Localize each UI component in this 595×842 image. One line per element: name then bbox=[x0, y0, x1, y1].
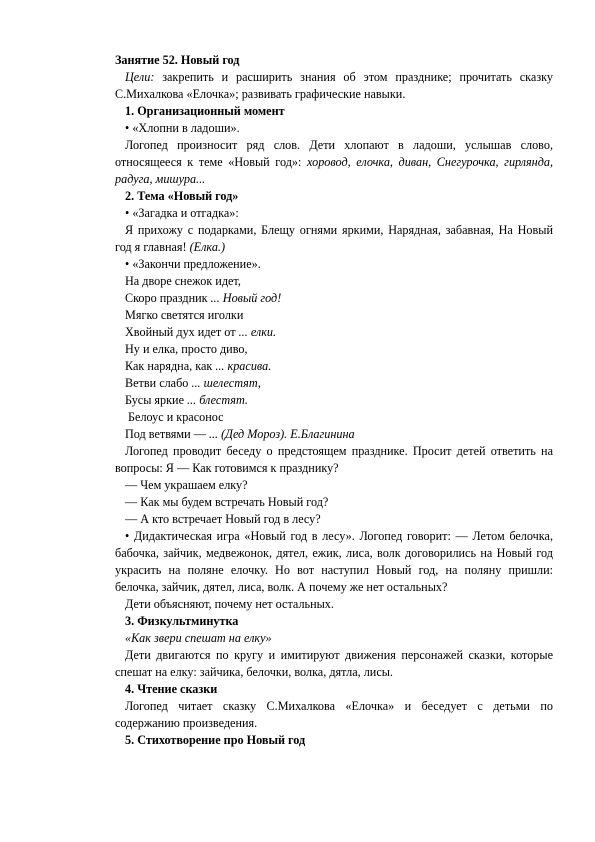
poem-line-start: Ветви слабо bbox=[125, 376, 192, 390]
poem-line-answer: ... блестят. bbox=[187, 393, 248, 407]
poem-line-start: Хвойный дух идет от bbox=[125, 325, 239, 339]
poem-line-start: Под ветвями — bbox=[125, 427, 209, 441]
clap-game-words: хоровод, елочка, диван, Снегурочка, гирлянда, радуга, мишура... bbox=[115, 155, 553, 186]
section-5-heading: 5. Стихотворение про Новый год bbox=[125, 733, 306, 747]
poem-line-start: Скоро праздник bbox=[125, 291, 211, 305]
riddle-answer: (Елка.) bbox=[189, 240, 226, 254]
poem-line-answer: ... шелестят, bbox=[191, 376, 261, 390]
poem-line: Ну и елка, просто диво, bbox=[125, 342, 248, 356]
poem bbox=[115, 273, 553, 443]
poem-line bbox=[115, 358, 553, 375]
goals-text: закрепить и расширить знания об этом празднике; прочитать сказку С.Михалкова «Елочка»; развивать графические навыки. bbox=[115, 70, 553, 101]
page-title: Занятие 52. Новый год bbox=[115, 53, 240, 67]
goals-paragraph bbox=[115, 69, 553, 103]
poem-line bbox=[115, 392, 553, 409]
talk-paragraph: Логопед проводит беседу о предстоящем празднике. Просит детей ответить на вопросы: Я — Как готовимся к празднику? bbox=[115, 444, 553, 475]
didactic-game-answer: Дети объясняют, почему нет остальных. bbox=[125, 597, 334, 611]
poem-line: Белоус и красонос bbox=[125, 410, 224, 424]
section-4-paragraph: Логопед читает сказку С.Михалкова «Елочка» и беседует с детьми по содержанию произведения. bbox=[115, 699, 553, 730]
question-item: — А кто встречает Новый год в лесу? bbox=[125, 512, 321, 526]
poem-line-answer: ... красива. bbox=[215, 359, 272, 373]
didactic-game-paragraph: • Дидактическая игра «Новый год в лесу». Логопед говорит: — Летом белочка, бабочка, зайчик, медвежонок, дятел, ежик, лиса, волк договорились на Новый год украсить на поляне елочку. Но вот наступил Новый год, на поляну пришли: белочка, зайчик, дятел, лиса, волк. А почему же нет остальных? bbox=[115, 529, 553, 594]
poem-line bbox=[115, 290, 553, 307]
poem-line bbox=[115, 426, 553, 443]
clap-game-text: Логопед произносит ряд слов. Дети хлопают в ладоши, услышав слово, относящееся к теме «Новый год»: bbox=[115, 138, 553, 169]
riddle-text: Я прихожу с подарками, Блещу огнями яркими, Нарядная, забавная, На Новый год я главная! bbox=[115, 223, 553, 254]
section-3-heading: 3. Физкультминутка bbox=[125, 614, 239, 628]
clap-game-paragraph bbox=[115, 137, 553, 188]
poem-line bbox=[115, 324, 553, 341]
section-4-heading: 4. Чтение сказки bbox=[125, 682, 218, 696]
riddle-paragraph bbox=[115, 222, 553, 256]
poem-line-start: Как нарядна, как bbox=[125, 359, 216, 373]
poem-line: На дворе снежок идет, bbox=[125, 274, 241, 288]
poem-line: Мягко светятся иголки bbox=[125, 308, 244, 322]
section-3-paragraph: Дети двигаются по кругу и имитируют движения персонажей сказки, которые спешат на елку: зайчика, белочки, волка, дятла, лисы. bbox=[115, 648, 553, 679]
poem-line bbox=[115, 375, 553, 392]
riddle-title: • «Загадка и отгадка»: bbox=[125, 206, 239, 220]
document-content bbox=[115, 52, 553, 749]
poem-line-answer: ... (Дед Мороз). Е.Благинина bbox=[208, 427, 355, 441]
poem-line-answer: ... елки. bbox=[238, 325, 277, 339]
question-item: — Чем украшаем елку? bbox=[125, 478, 248, 492]
clap-game-title: • «Хлопни в ладоши». bbox=[125, 121, 240, 135]
question-item: — Как мы будем встречать Новый год? bbox=[125, 495, 329, 509]
poem-line-start: Бусы яркие bbox=[125, 393, 188, 407]
finish-sentence-title: • «Закончи предложение». bbox=[125, 257, 261, 271]
section-3-subtitle: «Как звери спешат на елку» bbox=[125, 631, 272, 645]
poem-line-answer: ... Новый год! bbox=[210, 291, 282, 305]
goals-label: Цели: bbox=[125, 70, 155, 84]
section-1-heading: 1. Организационный момент bbox=[125, 104, 285, 118]
section-2-heading: 2. Тема «Новый год» bbox=[125, 189, 239, 203]
